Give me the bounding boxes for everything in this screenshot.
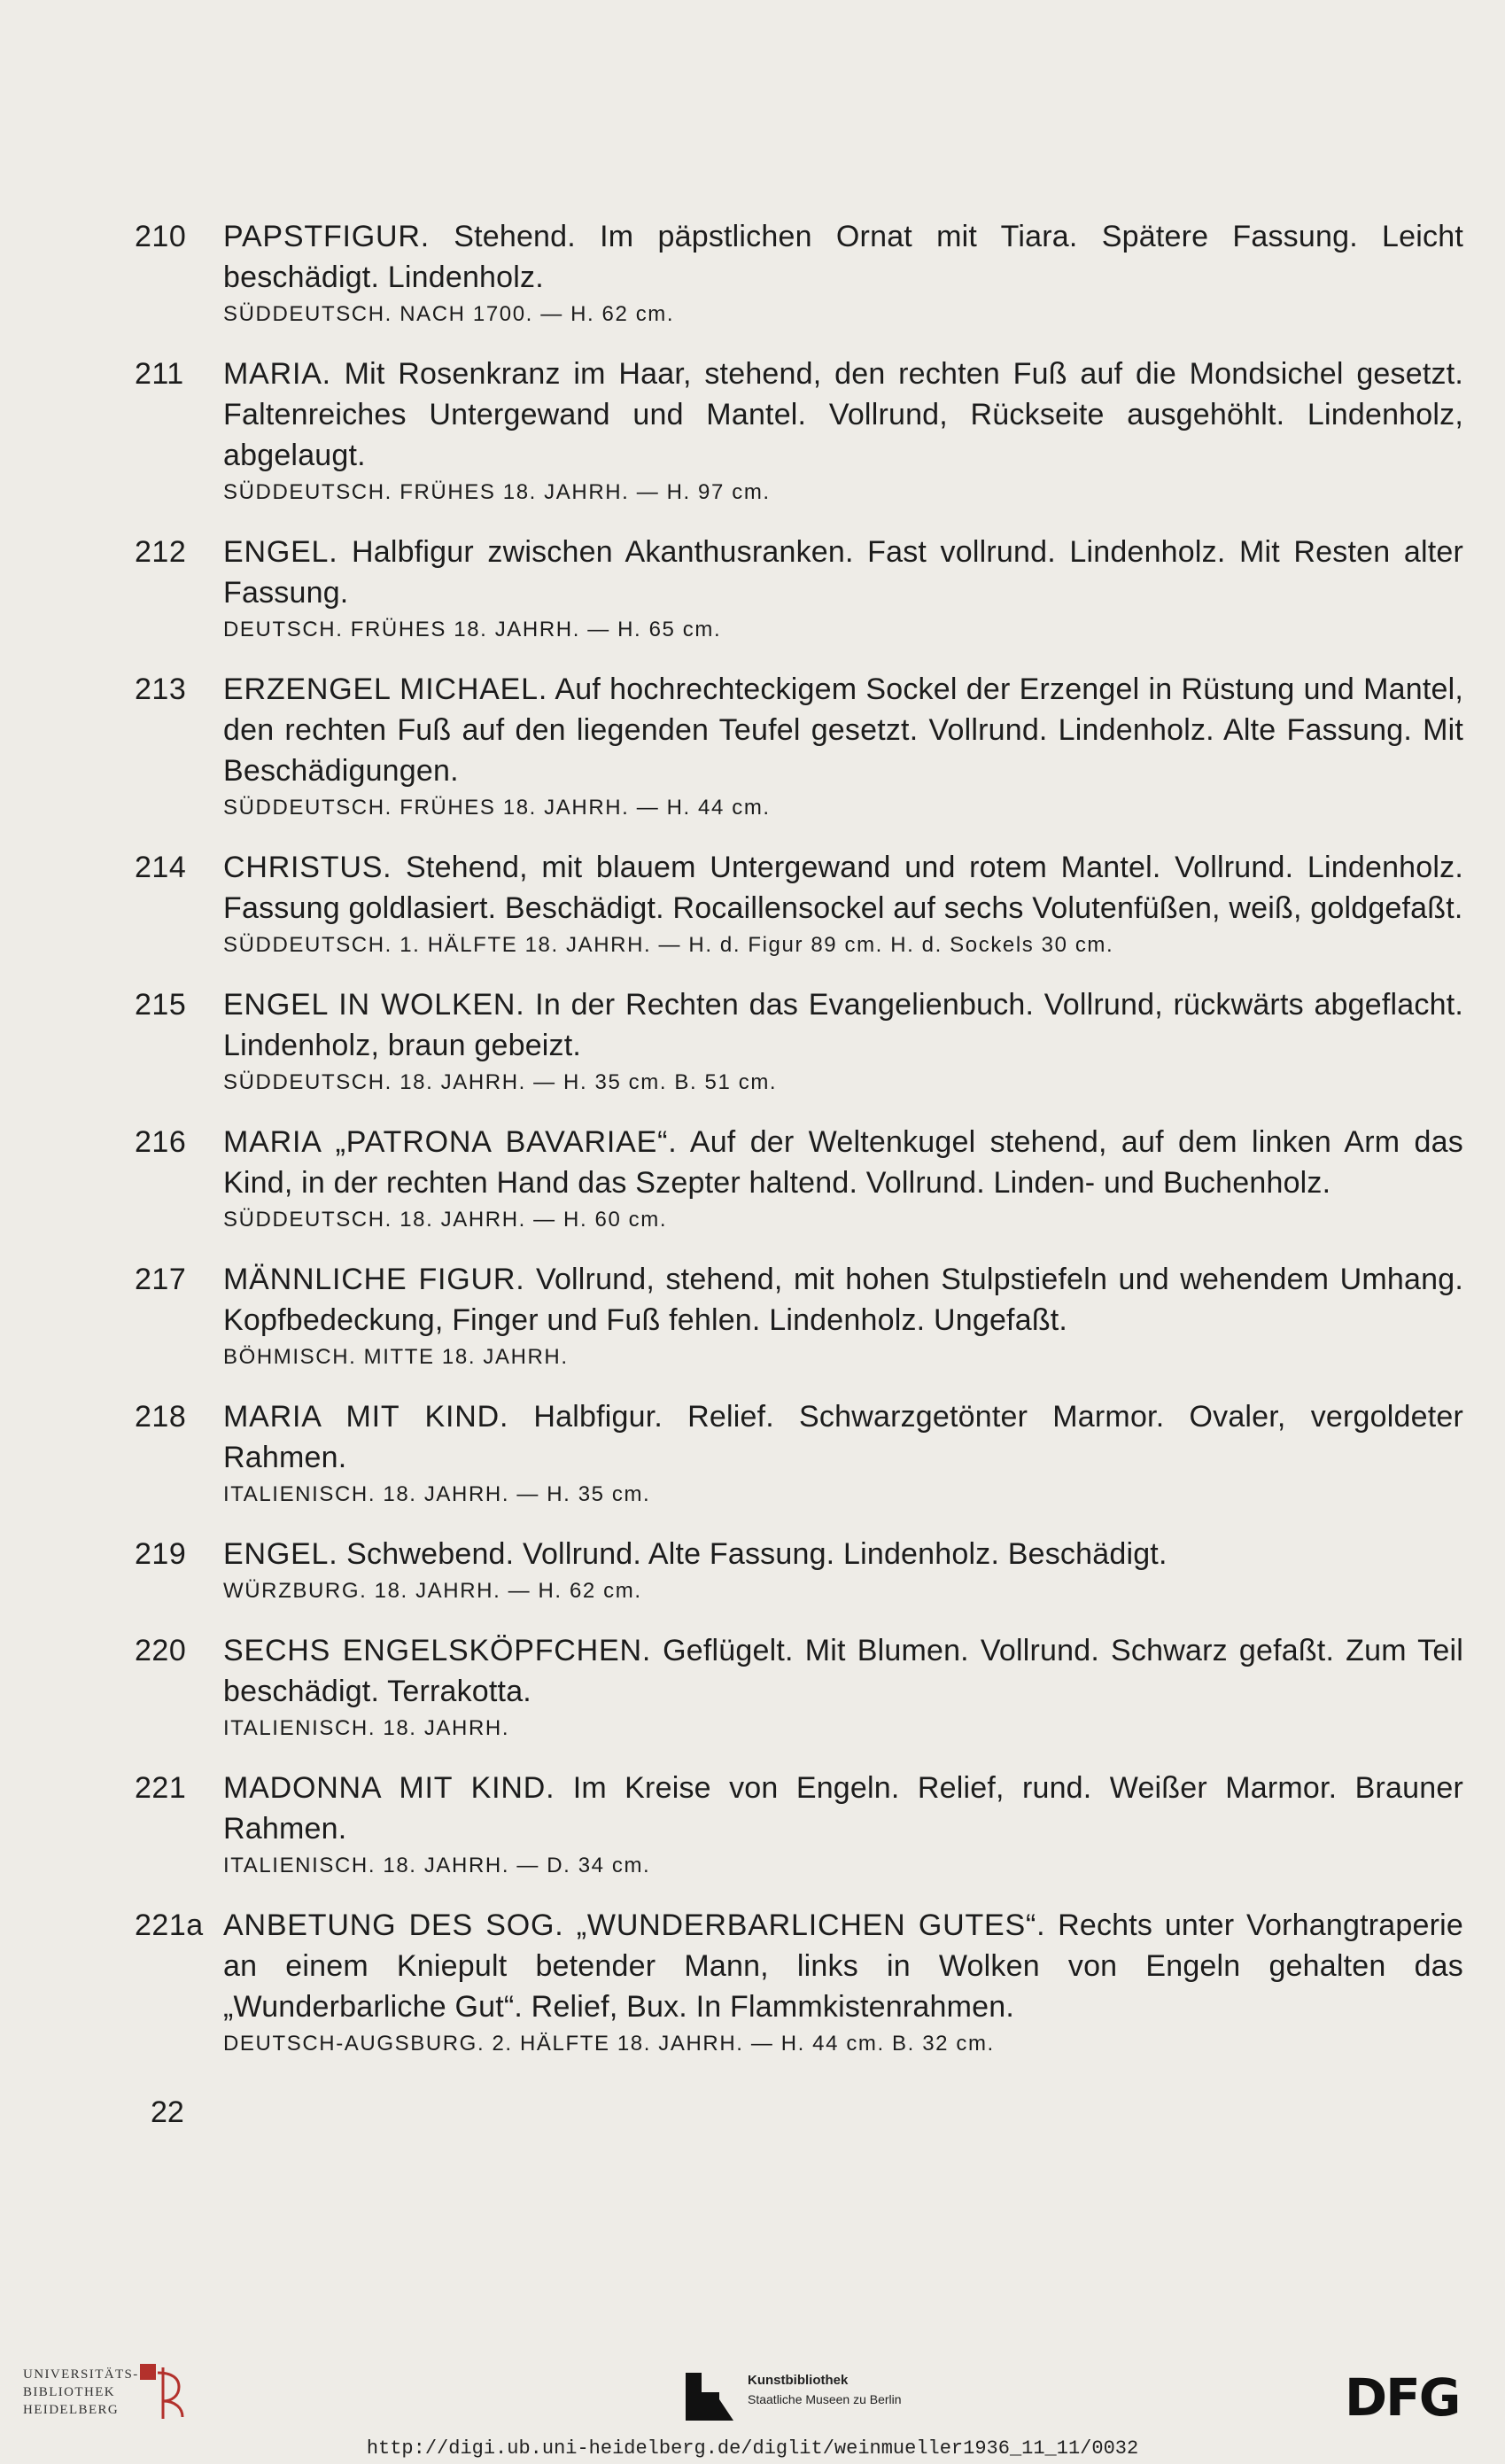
entry-provenance: SÜDDEUTSCH. NACH 1700. — H. 62 cm. (223, 302, 675, 326)
entry-title: ANBETUNG DES SOG. „WUNDERBARLICHEN GUTES“. (223, 1908, 1046, 1942)
entry-title: MARIA „PATRONA BAVARIAE“. (223, 1125, 678, 1159)
entry-number: 220 (135, 1634, 187, 1667)
entry-number: 219 (135, 1537, 187, 1571)
catalog-entry (135, 1259, 1463, 1372)
entry-description (223, 1768, 1463, 1849)
entry-description (223, 1396, 1463, 1478)
entry-text: Auf hochrechteckigem Sockel der Erzengel in Rüstung und Mantel, den rechten Fuß auf den liegenden Teufel gesetzt. Vollrund. Lindenholz. Alte Fassung. Mit Beschädigungen. (223, 672, 1464, 788)
entry-provenance: ITALIENISCH. 18. JAHRH. — H. 35 cm. (223, 1482, 651, 1506)
entry-number: 214 (135, 851, 187, 884)
entry-description (223, 847, 1463, 929)
entry-number: 217 (135, 1263, 187, 1296)
catalog-entry (135, 1122, 1463, 1235)
catalog-entries (135, 216, 1463, 2083)
university-library-logo (23, 2360, 191, 2424)
heidelberg-library-logo-icon (136, 2360, 190, 2424)
entry-description (223, 354, 1463, 476)
entry-number: 221a (135, 1908, 204, 1942)
entry-description (223, 1259, 1463, 1341)
entry-provenance: SÜDDEUTSCH. 1. HÄLFTE 18. JAHRH. — H. d. Figur 89 cm. H. d. Sockels 30 cm. (223, 933, 1114, 957)
entry-provenance: DEUTSCH. FRÜHES 18. JAHRH. — H. 65 cm. (223, 618, 722, 641)
entry-title: SECHS ENGELSKÖPFCHEN. (223, 1634, 652, 1667)
entry-provenance: ITALIENISCH. 18. JAHRH. — D. 34 cm. (223, 1854, 651, 1877)
dfg-logo: DFG (1345, 2367, 1460, 2428)
entry-description (223, 1122, 1463, 1203)
entry-title: MADONNA MIT KIND. (223, 1771, 555, 1805)
entry-title: MÄNNLICHE FIGUR. (223, 1263, 525, 1296)
entry-title: PAPSTFIGUR. (223, 220, 430, 253)
entry-title: ERZENGEL MICHAEL. (223, 672, 548, 706)
kunstbibliothek-title: Kunstbibliothek (748, 2373, 849, 2388)
entry-provenance: DEUTSCH-AUGSBURG. 2. HÄLFTE 18. JAHRH. — H. 44 cm. B. 32 cm. (223, 2032, 995, 2056)
entry-text: Im Kreise von Engeln. Relief, rund. Weißer Marmor. Brauner Rahmen. (223, 1771, 1463, 1846)
entry-text: In der Rechten das Evangelienbuch. Vollrund, rückwärts abgeflacht. Lindenholz, braun gebeizt. (223, 988, 1463, 1062)
entry-description (223, 984, 1463, 1066)
entry-text: Auf der Weltenkugel stehend, auf dem linken Arm das Kind, in der rechten Hand das Szepter haltend. Vollrund. Linden- und Buchenholz. (223, 1125, 1463, 1200)
catalog-entry (135, 532, 1463, 645)
entry-text: Geflügelt. Mit Blumen. Vollrund. Schwarz gefaßt. Zum Teil beschädigt. Terrakotta. (223, 1634, 1464, 1708)
catalog-entry (135, 1534, 1463, 1606)
kunstbibliothek-logo (686, 2369, 951, 2422)
catalog-entry (135, 984, 1463, 1098)
kunstbibliothek-subtitle: Staatliche Museen zu Berlin (748, 2392, 902, 2406)
entry-description (223, 1630, 1463, 1712)
entry-number: 221 (135, 1771, 187, 1805)
entry-number: 216 (135, 1125, 187, 1159)
entry-text: Vollrund, stehend, mit hohen Stulpstiefeln und wehendem Umhang. Kopfbedeckung, Finger und Fuß fehlen. Lindenholz. Ungefaßt. (223, 1263, 1463, 1337)
entry-text: Halbfigur. Relief. Schwarzgetönter Marmor. Ovaler, vergoldeter Rahmen. (223, 1400, 1463, 1474)
entry-number: 211 (135, 357, 184, 391)
entry-provenance: SÜDDEUTSCH. 18. JAHRH. — H. 60 cm. (223, 1208, 668, 1232)
entry-provenance: WÜRZBURG. 18. JAHRH. — H. 62 cm. (223, 1579, 642, 1603)
catalog-entry (135, 1630, 1463, 1744)
entry-provenance: SÜDDEUTSCH. FRÜHES 18. JAHRH. — H. 97 cm. (223, 480, 771, 504)
entry-title: MARIA. (223, 357, 331, 391)
entry-text: Stehend. Im päpstlichen Ornat mit Tiara. Spätere Fassung. Leicht beschädigt. Lindenholz. (223, 220, 1463, 294)
entry-title: CHRISTUS. (223, 851, 392, 884)
entry-description (223, 669, 1463, 791)
catalog-entry (135, 1396, 1463, 1510)
entry-description (223, 532, 1463, 613)
kunstbibliothek-logo-icon (686, 2373, 735, 2421)
entry-number: 210 (135, 220, 187, 253)
university-library-name: UNIVERSITÄTS- BIBLIOTHEK HEIDELBERG (23, 2367, 139, 2417)
entry-provenance: SÜDDEUTSCH. FRÜHES 18. JAHRH. — H. 44 cm. (223, 796, 771, 820)
catalog-entry (135, 216, 1463, 330)
catalog-entry (135, 1905, 1463, 2059)
entry-text: Schwebend. Vollrund. Alte Fassung. Lindenholz. Beschädigt. (346, 1537, 1168, 1571)
entry-description (223, 1905, 1463, 2027)
entry-text: Stehend, mit blauem Untergewand und rotem Mantel. Vollrund. Lindenholz. Fassung goldlasiert. Beschädigt. Rocaillensockel auf sechs Volutenfüßen, weiß, goldgefaßt. (223, 851, 1463, 925)
entry-number: 212 (135, 535, 187, 569)
entry-text: Rechts unter Vorhangtraperie an einem Kniepult betender Mann, links in Wolken von Engeln gehalten das „Wunderbarliche Gut“. Relief, Bux. In Flammkistenrahmen. (223, 1908, 1463, 2024)
entry-number: 213 (135, 672, 187, 706)
entry-title: ENGEL. (223, 1537, 338, 1571)
permalink-url[interactable]: http://digi.ub.uni-heidelberg.de/diglit/weinmueller1936_11_11/0032 (366, 2437, 1139, 2460)
entry-description (223, 1534, 1463, 1574)
entry-provenance: ITALIENISCH. 18. JAHRH. (223, 1716, 510, 1740)
entry-text: Halbfigur zwischen Akanthusranken. Fast vollrund. Lindenholz. Mit Resten alter Fassung. (223, 535, 1463, 610)
entry-number: 218 (135, 1400, 187, 1434)
entry-description (223, 216, 1463, 298)
entry-title: ENGEL. (223, 535, 338, 569)
catalog-entry (135, 354, 1463, 508)
entry-number: 215 (135, 988, 187, 1022)
catalog-entry (135, 669, 1463, 823)
entry-text: Mit Rosenkranz im Haar, stehend, den rechten Fuß auf die Mondsichel gesetzt. Faltenreiches Untergewand und Mantel. Vollrund, Rückseite ausgehöhlt. Lindenholz, abgelaugt. (223, 357, 1463, 472)
entry-provenance: SÜDDEUTSCH. 18. JAHRH. — H. 35 cm. B. 51 cm. (223, 1070, 778, 1094)
catalog-entry (135, 847, 1463, 960)
entry-provenance: BÖHMISCH. MITTE 18. JAHRH. (223, 1345, 569, 1369)
footer (0, 2344, 1505, 2464)
entry-title: MARIA MIT KIND. (223, 1400, 509, 1434)
entry-title: ENGEL IN WOLKEN. (223, 988, 525, 1022)
catalog-entry (135, 1768, 1463, 1881)
page-number: 22 (151, 2095, 184, 2129)
